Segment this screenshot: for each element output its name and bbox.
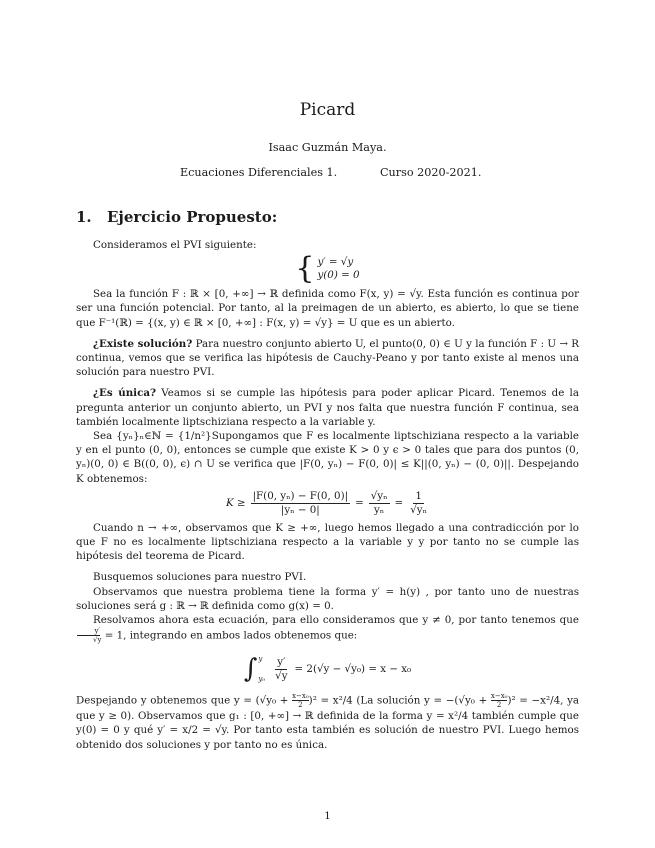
paragraph-contradiction: Cuando n → +∞, observamos que K ≥ +∞, luego hemos llegado a una contradicción por lo que F no es localmente liptschiziana respecto a la variable y y por tanto no se cumple las hipótesis del teorema de Picard. [76,521,579,563]
pvi-system [76,251,579,287]
paragraph-function: Sea la función F : ℝ × [0, +∞] → ℝ definida como F(x, y) = √y. Esta función es continua por ser una función potencial. Por tanto, al la preimagen de un abierto, es abierto, lo que se tiene que F⁻¹(ℝ) = {(x, y) ∈ ℝ × [0, +∞] : F(x, y) = √y} = U que es un abierto. [76,288,579,329]
document-body [76,238,579,752]
integral-sign: ∫ [243,654,258,685]
eq-k-num-1: |F(0, yₙ) − F(0, 0)| [252,489,349,502]
solutions-frac-1-den: 2 [298,701,303,710]
solutions-frac-1 [292,692,309,709]
pvi-equation-1: y′ = √y [317,256,354,269]
integral-lower: y₀ [258,675,266,684]
pvi-equation-2: y(0) = 0 [317,269,360,282]
section-number: 1. [76,208,92,226]
section-title: Ejercicio Propuesto: [107,208,278,226]
equation-integral [76,652,579,686]
solve-text-a: Resolvamos ahora esta ecuación, para ello consideramos que y ≠ 0, por tanto tenemos que [93,614,579,627]
paragraph-search: Busquemos soluciones para nuestro PVI. [93,571,307,584]
paragraph-intro: Consideramos el PVI siguiente: [93,239,257,251]
doc-title: Picard [299,100,356,120]
solutions-text-c: )² = −x²/4, ya que y ≥ 0). Observamos que g₁ : [0, +∞] → ℝ definida de la forma y = x²/4 también cumple que y(0) = 0 y qué y′ = x/2 = √y. Por tanto esta también es solución de nuestro PVI. Luego hemos obtenido dos soluciones y por tanto no es única. [76,694,580,751]
integral-num: y′ [277,655,286,668]
eq-k-equals-1: = [355,497,364,510]
course-name: Ecuaciones Diferenciales 1. [180,166,338,179]
equation-k [76,490,579,517]
page-number: 1 [324,810,331,822]
solutions-text-a: Despejando y obtenemos que y = (√y₀ + [76,694,293,707]
solutions-frac-2-den: 2 [496,701,502,710]
eq-k-frac-1 [251,490,351,517]
integral-limits [258,652,265,686]
solutions-frac-2-num: x−x₀ [490,692,508,701]
paragraph-form: Observamos que nuestra problema tiene la forma y′ = h(y) , por tanto uno de nuestras soluciones será g : ℝ → ℝ definida como g(x) = 0. [76,585,579,612]
integral-frac [273,656,289,683]
solve-text-b: = 1, integrando en ambos lados obtenemos que: [101,629,358,642]
eq-k-den-2: yₙ [373,503,385,516]
solutions-text-b: )² = x²/4 (La solución y = −(√y₀ + [308,694,491,707]
paragraph-uniqueness [76,386,579,429]
eq-k-num-3: 1 [415,489,422,502]
left-brace: { [295,251,315,287]
integral-upper: y [258,655,263,664]
paragraph-lipschitz: Sea {yₙ}ₙ∈ℕ = {1/n²}Supongamos que F es localmente liptschiziana respecto a la variable y en el punto (0, 0), entonces se cumple que existe K > 0 y ϵ > 0 tales que para dos puntos (0, yₙ)(0, 0) ∈ B((0, 0), ϵ) ∩ U se verifica que |F(0, yₙ) − F(0, 0)| ≤ K||(0, yₙ) − (0, 0)||. Despejando K obtenemos: [76,430,579,485]
eq-k-den-1: |yₙ − 0| [280,503,320,516]
solutions-frac-1-num: x−x₀ [292,692,309,701]
uniqueness-text: Veamos si se cumple las hipótesis para poder aplicar Picard. Tenemos de la pregunta anterior un conjunto abierto, un PVI y nos falta que nuestra función F continua, sea también localmente liptschiziana respecto a la variable y. [76,387,579,428]
integral-rhs: = 2(√y − √y₀) = x − x₀ [294,663,412,676]
eq-k-num-2: √yₙ [370,489,388,502]
paragraph-existence [76,337,579,380]
eq-k-frac-2 [369,490,390,517]
uniqueness-lead: ¿Es única? [93,387,157,400]
paragraph-solve [76,613,579,644]
solve-frac-den: √y [93,636,102,645]
section-heading [76,208,277,226]
doc-author: Isaac Guzmán Maya. [268,141,387,154]
paragraph-solutions [76,692,579,752]
eq-k-lhs: K ≥ [225,497,246,510]
existence-lead: ¿Existe solución? [93,337,193,350]
eq-k-den-3: √yₙ [410,503,428,516]
solve-frac [76,627,101,644]
eq-k-frac-3 [408,490,429,517]
solutions-frac-2 [491,692,508,709]
existence-text: Para nuestro conjunto abierto U, el punto(0, 0) ∈ U y la función F : U → R continua, vemos que se verifica las hipótesis de Cauchy-Peano y por tanto existe al menos una solución para nuestro PVI. [76,337,579,379]
integral-den: √y [275,669,288,682]
course-year: Curso 2020-2021. [380,166,482,179]
eq-k-equals-2: = [394,497,404,510]
solve-frac-num: y′ [77,627,100,636]
